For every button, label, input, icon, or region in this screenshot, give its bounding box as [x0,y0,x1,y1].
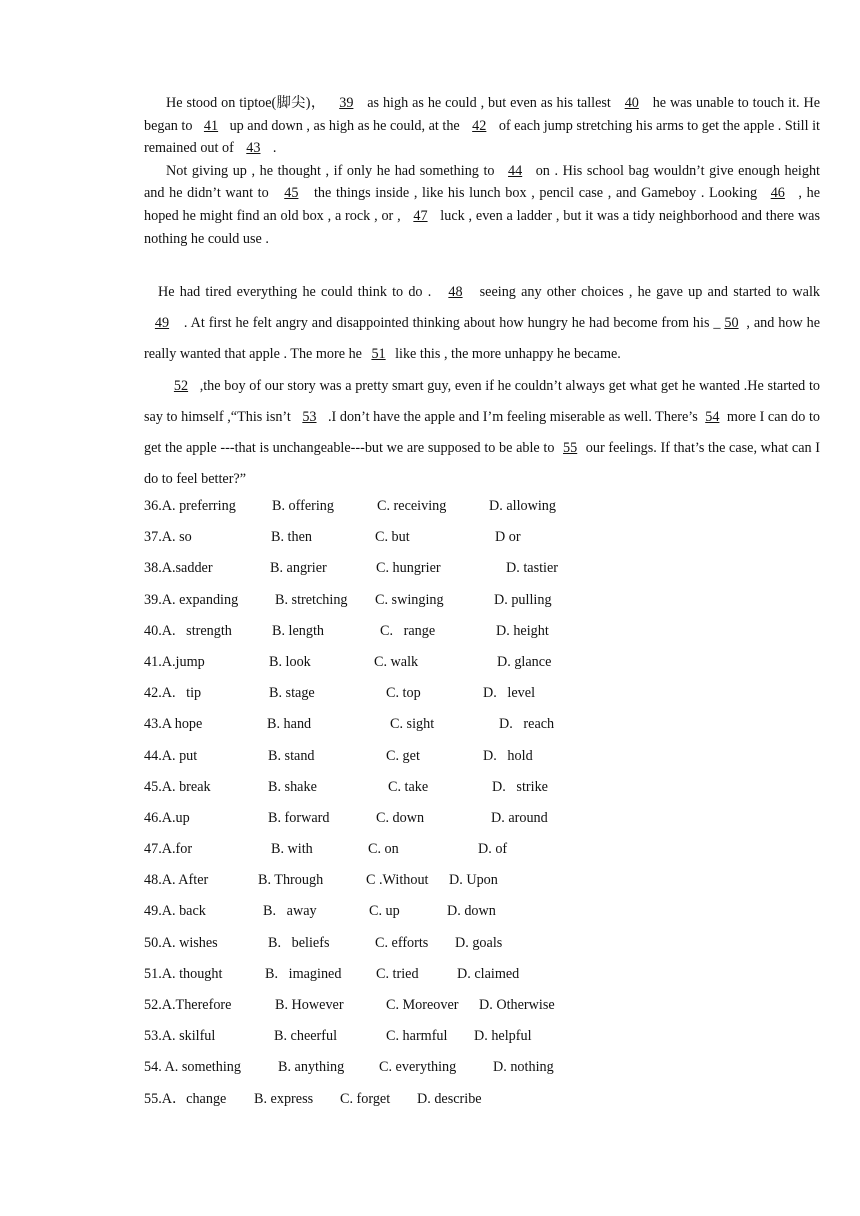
question-42-options [144,683,820,714]
paragraph-2 [144,160,820,250]
question-47-options [144,839,820,870]
text: like this , the more unhappy he became. [391,346,621,363]
blank-41: 41 [203,117,219,134]
question-53-options [144,1026,820,1057]
option-D: D. nothing [493,1059,554,1076]
option-B: B. cheerful [274,1028,338,1045]
option-D: D. down [447,903,496,920]
option-C: C. receiving [377,498,447,514]
question-39-options [144,590,820,621]
blank-43: 43 [246,140,261,157]
text: He stood on tiptoe(脚尖)， [166,95,330,111]
option-D: D. Upon [449,872,498,889]
option-C: C. down [376,809,425,826]
blank-48: 48 [448,284,463,300]
question-52-options [144,995,820,1026]
option-D: D. reach [499,716,555,733]
option-B: B. imagined [265,965,342,982]
blank-54: 54 [705,408,720,425]
option-C: C. forget [340,1090,391,1107]
option-A: 37.A. so [144,529,192,546]
option-D: D. claimed [457,965,520,982]
blank-51: 51 [371,346,386,363]
option-A: 49.A. back [144,903,206,920]
option-D: D. pulling [494,591,552,608]
option-C: C. sight [390,716,435,733]
question-54-options [144,1057,820,1088]
option-C: C. top [386,685,421,702]
option-C: C. on [368,841,399,858]
option-C: C. harmful [386,1028,448,1045]
option-C: C. take [388,778,429,795]
text: , he hoped he might find an old box , a rock , or , [144,185,821,224]
option-A: 43.A hope [144,716,203,733]
option-B: B. Through [258,872,324,889]
option-C: C. up [369,903,400,920]
blank-47: 47 [413,207,428,224]
option-B: B. look [269,653,311,670]
option-D: D. level [483,685,536,702]
option-A: 36.A. preferring [144,498,236,514]
option-C: C. range [380,622,436,639]
option-B: B. with [271,841,313,858]
option-C: C. efforts [375,934,429,951]
question-51-options [144,964,820,995]
option-A: 44.A. put [144,747,198,764]
option-A: 51.A. thought [144,965,223,982]
text: .I don’t have the apple and I’m feeling miserable as well. There’s [324,408,702,425]
option-B: B. However [275,997,344,1013]
paragraph-4 [144,371,820,496]
option-B: B. offering [272,498,334,514]
option-C: C. swinging [375,591,444,608]
option-C: C .Without [366,872,429,889]
question-37-options [144,527,820,558]
text: up and down , as high as he could, at the [226,117,464,134]
text: as high as he could , but even as his tallest [363,95,615,111]
text: more I can do to get the apple ---that is unchangeable---but we are supposed to be able to [144,408,820,457]
option-B: B. angrier [270,560,327,577]
option-B: B. beliefs [268,934,330,951]
blank-49: 49 [154,315,170,332]
option-A: 53.A. skilful [144,1028,216,1045]
option-B: B. away [263,903,317,920]
text: our feelings. If that’s the case, what can I do to feel better?” [144,440,821,488]
option-D: D. tastier [506,560,559,577]
option-D: D. of [478,841,508,858]
text: ,the boy of our story was a pretty smart guy, even if he couldn’t always get what get he wanted .He started to say to himself ,“This isn’t [144,377,820,425]
option-B: B. shake [268,778,317,795]
option-D: D. glance [497,653,552,670]
option-D: D. hold [483,747,533,764]
option-A: 54. A. something [144,1059,241,1076]
question-50-options [144,933,820,964]
blank-55: 55 [563,440,578,457]
option-B: B. then [271,529,312,546]
option-B: B. length [272,622,325,639]
text: he was unable to touch it. He began to [144,95,820,134]
option-C: C. get [386,747,420,764]
blank-40: 40 [624,95,639,111]
question-44-options [144,746,820,777]
passage-part-1 [144,92,820,250]
option-A: 42.A. tip [144,685,202,702]
option-D: D or [495,529,521,546]
option-D: D. goals [455,934,503,951]
text: . [269,140,277,157]
paragraph-1 [144,92,820,160]
option-C: C. walk [374,653,419,670]
question-48-options [144,870,820,901]
question-55-options [144,1089,820,1120]
option-B: B. stretching [275,591,348,608]
option-A: 38.A.sadder [144,560,213,577]
option-A: 40.A. strength [144,622,232,639]
blank-39: 39 [339,95,354,111]
option-A: 46.A.up [144,809,190,826]
option-B: B. hand [267,716,312,733]
option-C: C. but [375,529,410,546]
text: luck , even a ladder , but it was a tidy neighborhood and there was nothing he could use . [144,207,820,247]
option-C: C. Moreover [386,997,459,1013]
option-B: B. forward [268,809,330,826]
option-D: D. strike [492,778,548,795]
option-A: 39.A. expanding [144,591,239,608]
blank-52: 52 [173,377,189,394]
question-49-options [144,901,820,932]
question-43-options [144,714,820,745]
option-B: B. stand [268,747,315,764]
text: the things inside , like his lunch box , pencil case , and Gameboy . Looking [309,185,762,202]
option-D: D. allowing [489,498,556,514]
option-A: 50.A. wishes [144,934,218,951]
question-41-options [144,652,820,683]
option-D: D. helpful [474,1028,532,1045]
text: seeing any other choices , he gave up and started to walk [474,284,821,300]
blank-44: 44 [508,162,523,179]
option-A: 52.A.Therefore [144,997,232,1013]
blank-50: 50 [724,315,739,332]
option-B: B. express [254,1090,314,1107]
question-45-options [144,777,820,808]
paragraph-3 [144,277,820,371]
option-B: B. anything [278,1059,345,1076]
blank-42: 42 [472,117,487,134]
option-A: 45.A. break [144,778,211,795]
option-C: C. tried [376,965,419,982]
question-36-options [144,496,820,527]
option-A: 41.A.jump [144,653,205,670]
option-C: C. everything [379,1059,457,1076]
blank-45: 45 [284,185,299,202]
option-B: B. stage [269,685,315,702]
option-D: D. describe [417,1090,482,1107]
option-D: D. Otherwise [479,997,555,1013]
passage-part-2 [144,277,820,495]
option-C: C. hungrier [376,560,441,577]
text: Not giving up , he thought , if only he had something to [166,162,500,179]
blank-46: 46 [770,185,785,202]
question-40-options [144,621,820,652]
text: on . His school bag wouldn’t give enough height and he didn’t want to [144,162,820,202]
option-A: 47.A.for [144,841,193,858]
option-D: D. around [491,809,548,826]
blank-53: 53 [302,408,317,425]
text: , and how he really wanted that apple . The more he [144,315,820,363]
text: . At first he felt angry and disappointed thinking about how hungry he had become from his _ [180,315,721,332]
text: of each jump stretching his arms to get the apple . Still it remained out of [144,117,820,157]
question-38-options [144,558,820,589]
option-A: 55.A．change [144,1090,227,1107]
answer-options [144,496,820,1120]
text: He had tired everything he could think to do . [158,284,437,300]
option-A: 48.A. After [144,872,209,889]
question-46-options [144,808,820,839]
option-D: D. height [496,622,549,639]
